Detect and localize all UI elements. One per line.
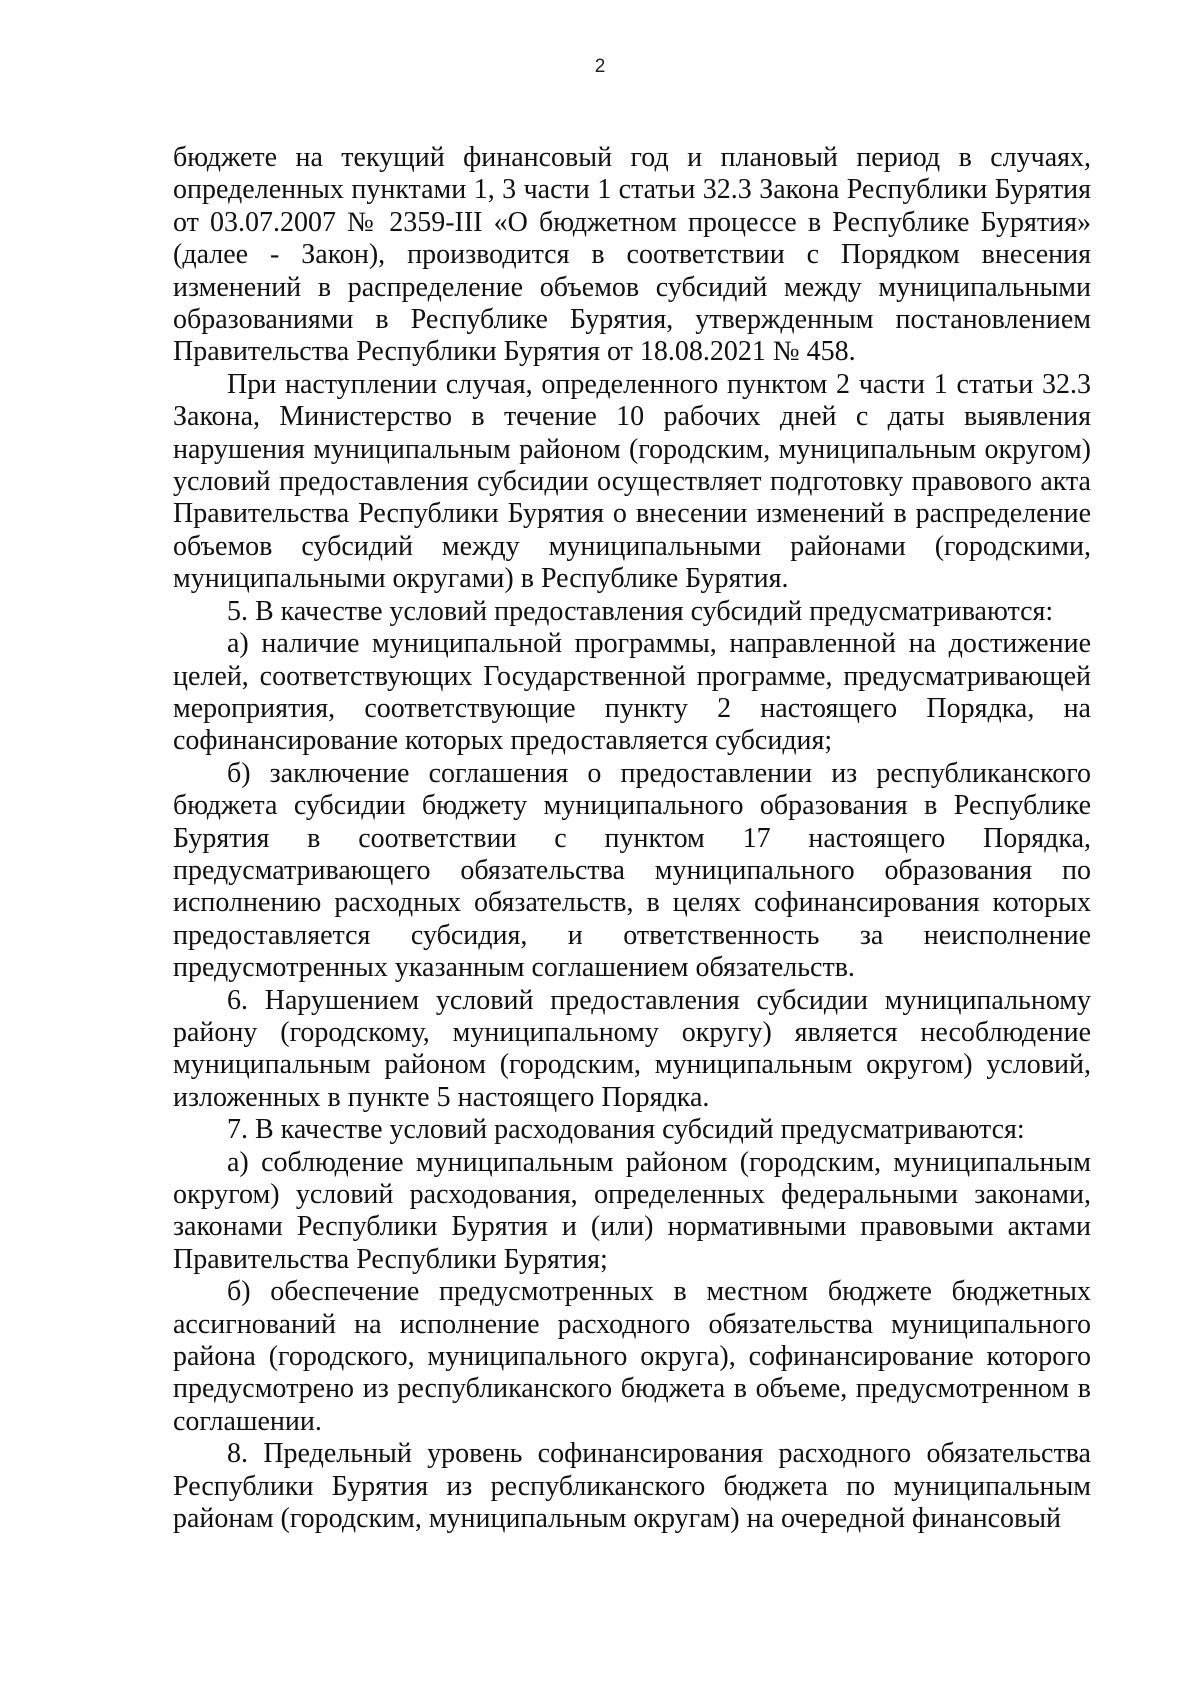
paragraph-continuation: бюджете на текущий финансовый год и плановый период в случаях, определенных пунктами 1, 3 части 1 статьи 32.3 Закона Республики Бурятия от 03.07.2007 № 2359-III «О бюджетном процессе в Республике Бурятия» (далее - Закон), производится в соответствии с Порядком внесения изменений в распределение объемов субсидий между муниципальными образованиями в Республике Бурятия, утвержденным постановлением Правительства Республики Бурятия от 18.08.2021 № 458. — [173, 142, 1091, 368]
paragraph-item-6: 6. Нарушением условий предоставления субсидии муниципальному району (городскому, муниципальному округу) является несоблюдение муниципальным районом (городским, муниципальным округом) условий, изложенных в пункте 5 настоящего Порядка. — [173, 984, 1091, 1113]
paragraph-item-7b: б) обеспечение предусмотренных в местном бюджете бюджетных ассигнований на исполнение расходного обязательства муниципального района (городского, муниципального округа), софинансирование которого предусмотрено из республиканского бюджета в объеме, предусмотренном в соглашении. — [173, 1276, 1091, 1437]
paragraph-item-7a: а) соблюдение муниципальным районом (городским, муниципальным округом) условий расходования, определенных федеральными законами, законами Республики Бурятия и (или) нормативными правовыми актами Правительства Республики Бурятия; — [173, 1146, 1091, 1275]
page-number: 2 — [594, 56, 606, 77]
paragraph-item-5a: а) наличие муниципальной программы, направленной на достижение целей, соответствующих Государственной программе, предусматривающей мероприятия, соответствующие пункту 2 настоящего Порядка, на софинансирование которых предоставляется субсидия; — [173, 628, 1091, 757]
paragraph-violation-case: При наступлении случая, определенного пунктом 2 части 1 статьи 32.3 Закона, Министерство в течение 10 рабочих дней с даты выявления нарушения муниципальным районом (городским, муниципальным округом) условий предоставления субсидии осуществляет подготовку правового акта Правительства Республики Бурятия о внесении изменений в распределение объемов субсидий между муниципальными районами (городскими, муниципальными округами) в Республике Бурятия. — [173, 368, 1091, 595]
paragraph-item-5: 5. В качестве условий предоставления субсидий предусматриваются: — [227, 595, 1054, 627]
document-body — [173, 142, 1091, 1535]
paragraph-item-8: 8. Предельный уровень софинансирования расходного обязательства Республики Бурятия из республиканского бюджета по муниципальным районам (городским, муниципальным округам) на очередной финансовый — [173, 1438, 1091, 1535]
paragraph-item-5b: б) заключение соглашения о предоставлении из республиканского бюджета субсидии бюджету муниципального образования в Республике Бурятия в соответствии с пунктом 17 настоящего Порядка, предусматривающего обязательства муниципального образования по исполнению расходных обязательств, в целях софинансирования которых предоставляется субсидия, и ответственность за неисполнение предусмотренных указанным соглашением обязательств. — [173, 757, 1091, 984]
paragraph-item-7: 7. В качестве условий расходования субсидий предусматриваются: — [227, 1114, 1025, 1146]
